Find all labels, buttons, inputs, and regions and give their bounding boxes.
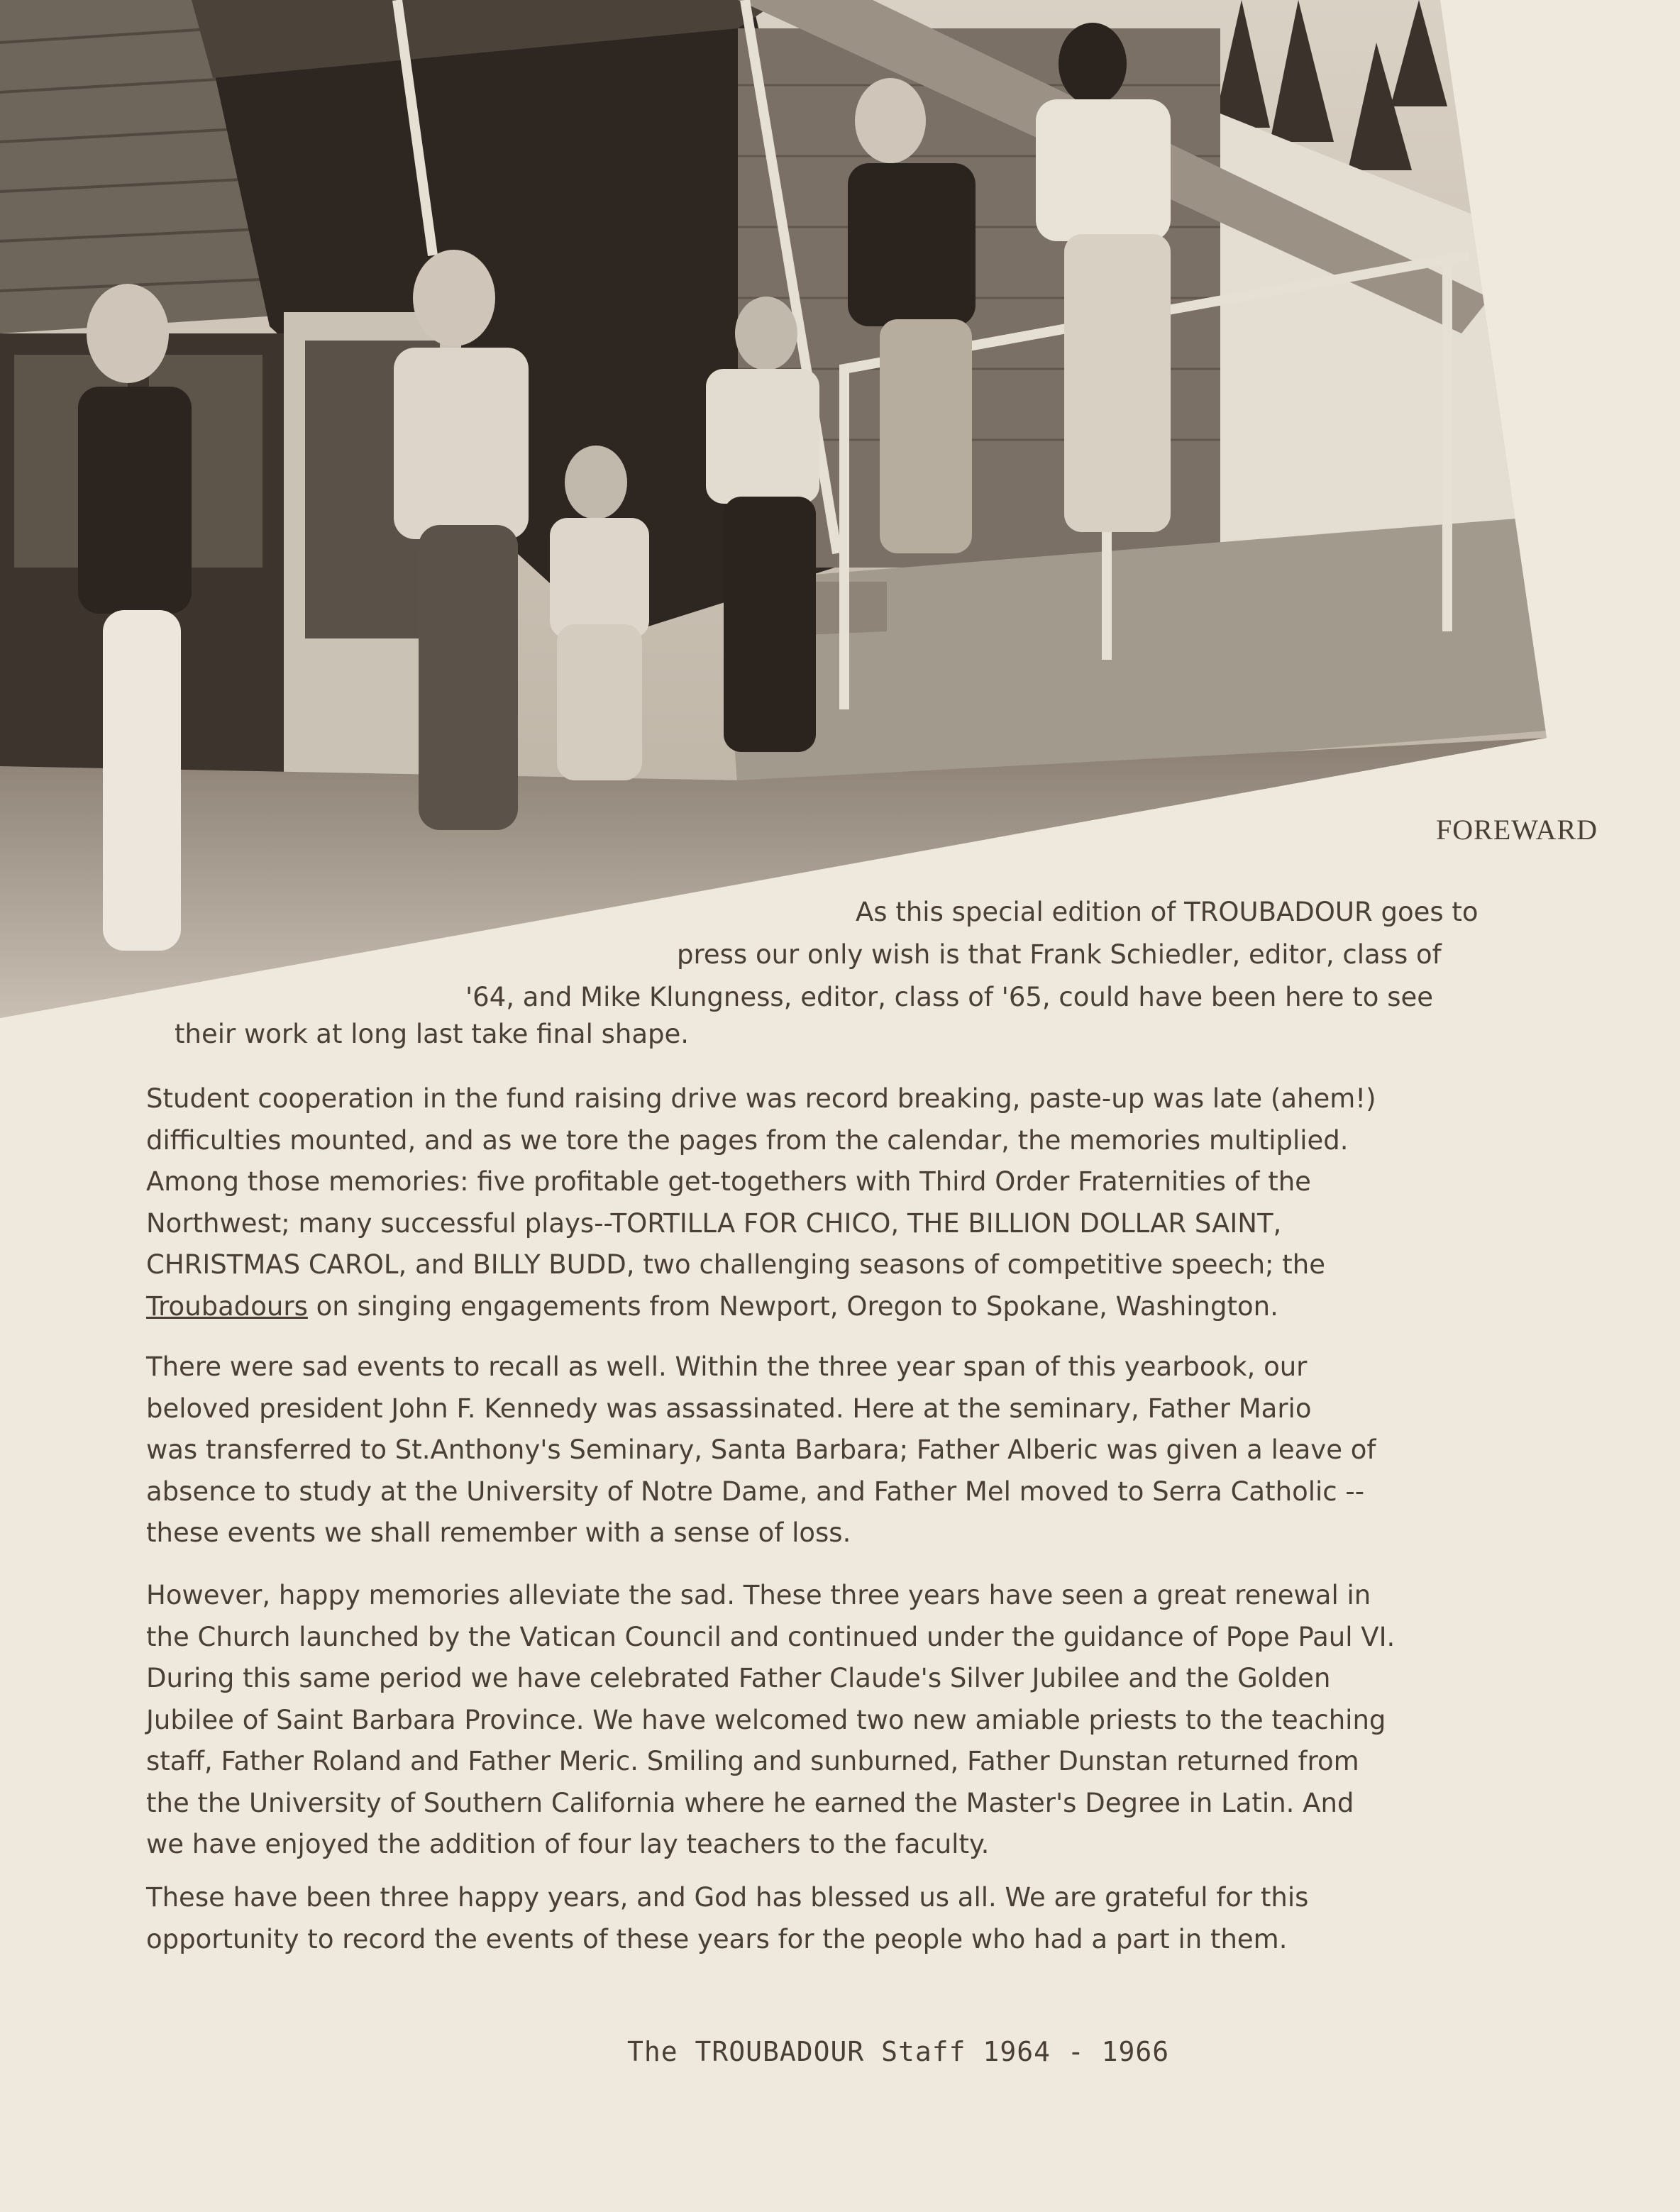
paragraph-line: beloved president John F. Kennedy was assassinated. Here at the seminary, Father Mario bbox=[146, 1393, 1312, 1424]
paragraph-line bbox=[146, 1286, 1680, 1328]
paragraph-sad-events bbox=[146, 1346, 1680, 1554]
student-group-photo bbox=[0, 0, 1680, 1022]
paragraph-line: During this same period we have celebrated Father Claude's Silver Jubilee and the Golden bbox=[146, 1663, 1331, 1693]
paragraph-line: Student cooperation in the fund raising drive was record breaking, paste-up was late (ahem!) bbox=[146, 1083, 1376, 1114]
troubadours-underlined: Troubadours bbox=[146, 1290, 308, 1322]
paragraph-line: these events we shall remember with a sense of loss. bbox=[146, 1517, 851, 1548]
paragraph-line: we have enjoyed the addition of four lay teachers to the faculty. bbox=[146, 1829, 990, 1859]
paragraph-fund-raising bbox=[146, 1078, 1680, 1327]
paragraph-line-rest: on singing engagements from Newport, Oregon to Spokane, Washington. bbox=[307, 1290, 1278, 1322]
paragraph-line: Northwest; many successful plays--TORTILLA FOR CHICO, THE BILLION DOLLAR SAINT, bbox=[146, 1207, 1282, 1239]
intro-line-4: their work at long last take final shape. bbox=[175, 1019, 690, 1049]
intro-line-2: press our only wish is that Frank Schiedler, editor, class of bbox=[677, 939, 1442, 970]
paragraph-line: Jubilee of Saint Barbara Province. We have welcomed two new amiable priests to the teaching bbox=[146, 1704, 1386, 1735]
paragraph-line: difficulties mounted, and as we tore the pages from the calendar, the memories multiplied. bbox=[146, 1124, 1349, 1156]
paragraph-line: However, happy memories alleviate the sad. These three years have seen a great renewal in bbox=[146, 1580, 1371, 1610]
paragraph-happy-memories bbox=[146, 1575, 1680, 1866]
paragraph-line: was transferred to St.Anthony's Seminary, Santa Barbara; Father Alberic was given a leave of bbox=[146, 1434, 1376, 1465]
paragraph-line: the Church launched by the Vatican Council and continued under the guidance of Pope Paul VI. bbox=[146, 1621, 1396, 1652]
paragraph-line: opportunity to record the events of these years for the people who had a part in them. bbox=[146, 1923, 1288, 1954]
paragraph-line: staff, Father Roland and Father Meric. Smiling and sunburned, Father Dunstan returned from bbox=[146, 1746, 1359, 1776]
paragraph-line: CHRISTMAS CAROL, and BILLY BUDD, two challenging seasons of competitive speech; the bbox=[146, 1249, 1325, 1280]
intro-line-1: As this special edition of TROUBADOUR goes to bbox=[856, 897, 1479, 927]
photo-illustration bbox=[0, 0, 1680, 1022]
page-heading: FOREWARD bbox=[1436, 814, 1598, 846]
paragraph-closing bbox=[146, 1877, 1680, 1960]
paragraph-line: absence to study at the University of Notre Dame, and Father Mel moved to Serra Catholic -- bbox=[146, 1476, 1365, 1507]
paragraph-line: These have been three happy years, and God has blessed us all. We are grateful for this bbox=[146, 1882, 1309, 1913]
paragraph-line: the the University of Southern California where he earned the Master's Degree in Latin. And bbox=[146, 1787, 1354, 1818]
staff-signature: The TROUBADOUR Staff 1964 - 1966 bbox=[627, 2036, 1170, 2067]
paragraph-line: There were sad events to recall as well. Within the three year span of this yearbook, our bbox=[146, 1351, 1308, 1382]
paragraph-line: Among those memories: five profitable get-togethers with Third Order Fraternities of the bbox=[146, 1166, 1311, 1197]
intro-line-3: '64, and Mike Klungness, editor, class of '65, could have been here to see bbox=[465, 982, 1433, 1012]
